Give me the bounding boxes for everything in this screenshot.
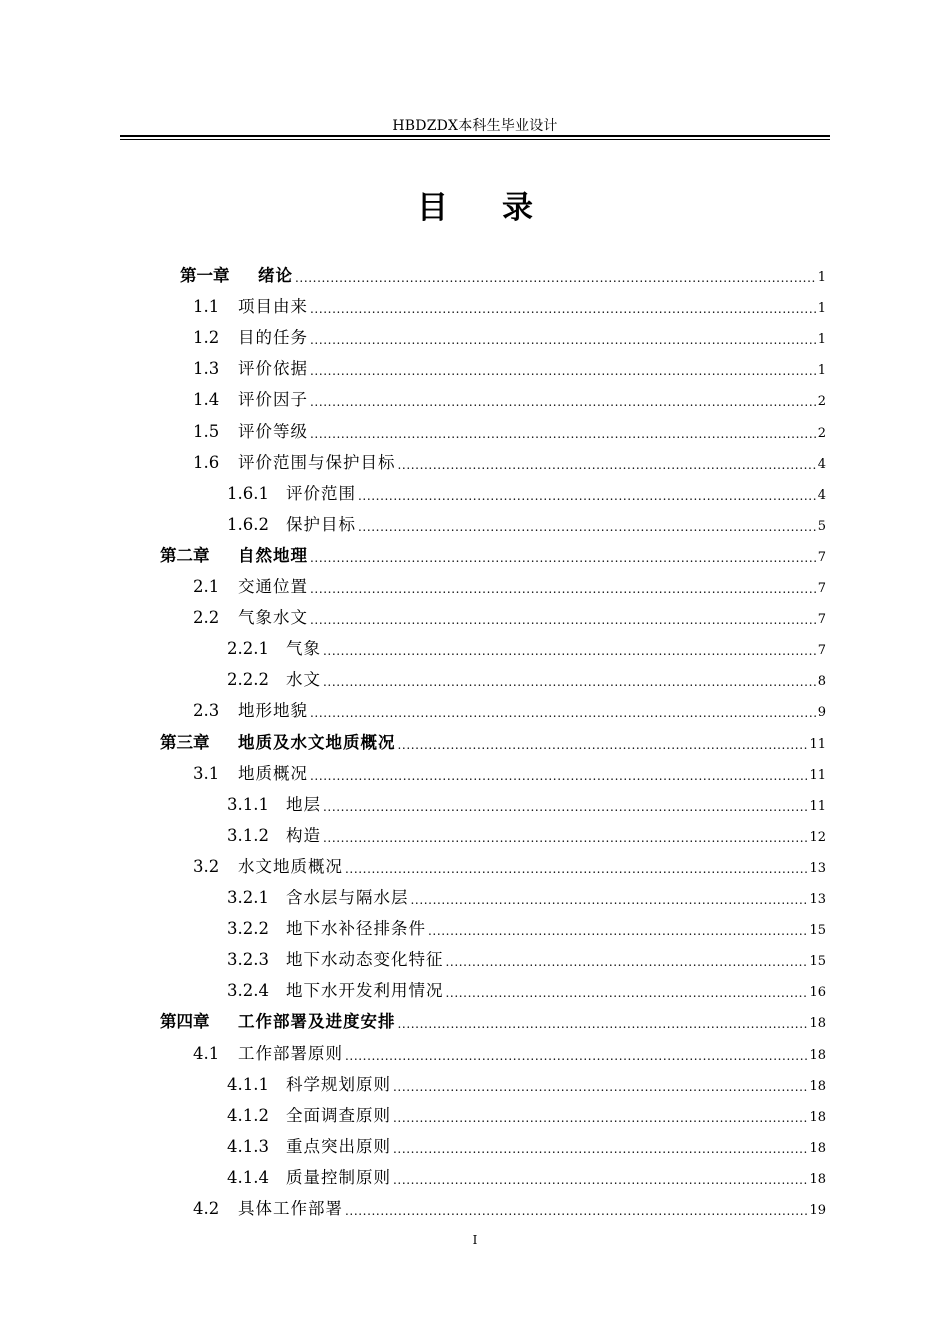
- toc-entry[interactable]: [227, 877, 826, 908]
- toc-entry[interactable]: [160, 1001, 826, 1032]
- toc-entry[interactable]: [180, 255, 826, 286]
- toc-entry-title: 交通位置: [238, 577, 308, 596]
- toc-entry-page: 4: [817, 487, 826, 503]
- toc-entry[interactable]: [193, 1033, 826, 1064]
- toc-entry-number: 2.2: [193, 608, 220, 628]
- toc-leader-dots: [310, 426, 816, 442]
- toc-leader-dots: [323, 674, 816, 690]
- toc-leader-dots: [446, 954, 808, 970]
- toc-entry-number: 1.4: [193, 390, 220, 410]
- toc-entry-page: 18: [809, 1171, 826, 1187]
- toc-entry-title: 评价范围: [286, 483, 356, 503]
- running-header: HBDZDX本科生毕业设计: [392, 118, 558, 134]
- toc-entry-title: 自然地理: [238, 545, 308, 565]
- toc-entry-title: 项目由来: [238, 297, 308, 317]
- toc-entry-number: 1.6.2: [227, 514, 269, 534]
- toc-entry-title: 地质及水文地质概况: [238, 732, 396, 752]
- page-number: I: [472, 1233, 478, 1247]
- toc-entry[interactable]: [227, 1157, 826, 1188]
- toc-entry-page: 7: [817, 643, 826, 659]
- toc-entry-page: 11: [809, 767, 826, 783]
- toc-leader-dots: [310, 301, 816, 317]
- toc-title: [0, 182, 950, 227]
- toc-leader-dots: [393, 1110, 807, 1126]
- toc-entry-page: 11: [809, 736, 826, 752]
- toc-entry-page: 18: [809, 1047, 826, 1063]
- toc-entry-title: 水文: [286, 670, 321, 690]
- toc-entry-title: 地层: [286, 794, 321, 814]
- toc-entry-number: 2.2.1: [227, 639, 269, 659]
- toc-entry-number: 3.2.3: [227, 950, 269, 970]
- toc-entry-title: 地下水开发利用情况: [286, 981, 444, 1001]
- toc-entry-title: 评价范围与保护目标: [238, 452, 396, 472]
- toc-entry[interactable]: [193, 846, 826, 877]
- toc-entry-number: 1.5: [193, 421, 220, 441]
- toc-leader-dots: [310, 581, 816, 597]
- toc-entry-number: 4.2: [193, 1199, 220, 1218]
- toc-entry[interactable]: [193, 286, 826, 317]
- toc-entry[interactable]: [227, 504, 826, 535]
- toc-leader-dots: [358, 488, 816, 504]
- toc-entry-page: 1: [817, 301, 826, 317]
- toc-entry[interactable]: [160, 722, 826, 753]
- toc-leader-dots: [411, 892, 808, 908]
- toc-leader-dots: [398, 737, 808, 753]
- toc-leader-dots: [323, 643, 816, 659]
- toc-leader-dots: [393, 1172, 807, 1188]
- toc-entry-page: 11: [809, 798, 826, 814]
- toc-leader-dots: [310, 394, 816, 410]
- toc-entry-number: 3.1.1: [227, 794, 269, 814]
- toc-leader-dots: [310, 550, 816, 566]
- toc-entry-number: 1.6: [193, 452, 220, 472]
- toc-entry[interactable]: [193, 317, 826, 348]
- toc-entry-number: 第一章: [180, 266, 230, 285]
- toc-entry[interactable]: [160, 535, 826, 566]
- toc-entry-number: 3.1: [193, 763, 220, 783]
- toc-leader-dots: [398, 1016, 808, 1032]
- toc-entry-page: 1: [817, 270, 826, 285]
- toc-entry[interactable]: [227, 1095, 826, 1126]
- toc-entry-title: 质量控制原则: [286, 1167, 391, 1187]
- toc-entry-number: 3.2: [193, 856, 220, 876]
- toc-entry-page: 18: [809, 1016, 826, 1032]
- toc-leader-dots: [428, 923, 807, 939]
- toc-entry-number: 1.2: [193, 328, 220, 348]
- toc-leader-dots: [310, 332, 816, 348]
- toc-entry-title: 气象水文: [238, 608, 308, 628]
- toc-entry-page: 2: [817, 425, 826, 441]
- toc-entry[interactable]: [193, 753, 826, 784]
- toc-entry[interactable]: [227, 970, 826, 1001]
- toc-entry-title: 重点突出原则: [286, 1136, 391, 1156]
- toc-entry-page: 18: [809, 1078, 826, 1094]
- toc-entry-page: 7: [817, 581, 826, 596]
- toc-entry[interactable]: [227, 784, 826, 815]
- toc-entry-number: 第二章: [160, 545, 210, 565]
- toc-entry-title: 绪论: [258, 266, 293, 285]
- toc-entry-number: 1.1: [193, 297, 220, 317]
- toc-entry-page: 2: [817, 394, 826, 410]
- toc-entry-title: 含水层与隔水层: [286, 888, 409, 907]
- toc-entry-number: 4.1.3: [227, 1136, 269, 1156]
- toc-leader-dots: [323, 830, 807, 846]
- toc-entry-page: 9: [817, 705, 826, 721]
- toc-entry-page: 4: [817, 456, 826, 472]
- toc-entry[interactable]: [227, 1126, 826, 1157]
- toc-entry[interactable]: [227, 908, 826, 939]
- toc-entry-number: 3.2.4: [227, 981, 269, 1001]
- toc-leader-dots: [310, 705, 816, 721]
- toc-entry-title: 目的任务: [238, 328, 308, 348]
- header-rule-thick: [120, 135, 830, 137]
- toc-entry-title: 保护目标: [286, 514, 356, 534]
- toc-leader-dots: [310, 363, 816, 379]
- toc-entry-page: 1: [817, 363, 826, 379]
- toc-entry-page: 13: [809, 860, 826, 876]
- toc-entry-page: 18: [809, 1109, 826, 1125]
- toc-entry[interactable]: [193, 566, 826, 597]
- toc-leader-dots: [345, 1203, 807, 1219]
- toc-entry[interactable]: [193, 1188, 826, 1219]
- toc-entry[interactable]: [193, 411, 826, 442]
- toc-entry[interactable]: [193, 690, 826, 721]
- toc-entry[interactable]: [193, 348, 826, 379]
- toc-title-char-1: 目: [417, 190, 448, 226]
- toc-entry-page: 5: [817, 518, 826, 534]
- toc-entry-title: 具体工作部署: [238, 1199, 343, 1218]
- toc-entry-page: 7: [817, 549, 826, 565]
- toc-entry[interactable]: [227, 659, 826, 690]
- toc-entry-title: 地形地貌: [238, 701, 308, 721]
- toc-entry-number: 3.2.2: [227, 919, 269, 939]
- toc-entry-title: 地下水动态变化特征: [286, 950, 444, 970]
- toc-entry-page: 15: [809, 923, 826, 939]
- toc-entry-number: 2.3: [193, 701, 220, 721]
- toc-entry-page: 15: [809, 954, 826, 970]
- toc-leader-dots: [393, 1141, 807, 1157]
- toc-entry-page: 18: [809, 1140, 826, 1156]
- toc-entry[interactable]: [227, 473, 826, 504]
- toc-title-char-2: 录: [502, 190, 533, 226]
- toc-leader-dots: [310, 768, 807, 784]
- toc-entry-number: 4.1.1: [227, 1074, 269, 1094]
- toc-entry-title: 地质概况: [238, 763, 308, 783]
- toc-entry-number: 4.1: [193, 1043, 220, 1063]
- toc-entry[interactable]: [227, 628, 826, 659]
- toc-entry[interactable]: [193, 442, 826, 473]
- toc-entry-title: 构造: [286, 825, 321, 845]
- toc-leader-dots: [323, 799, 807, 815]
- toc-entry-title: 气象: [286, 639, 321, 659]
- header-rule-thin: [120, 139, 830, 140]
- toc-entry-title: 评价依据: [238, 359, 308, 379]
- toc-entry-number: 2.2.2: [227, 670, 269, 690]
- toc-entry-number: 4.1.4: [227, 1167, 269, 1187]
- toc-leader-dots: [393, 1079, 807, 1095]
- toc-entry-number: 第四章: [160, 1012, 210, 1032]
- toc-entry-page: 13: [809, 892, 826, 907]
- toc-entry-title: 工作部署及进度安排: [238, 1012, 396, 1032]
- toc-entry-number: 2.1: [193, 577, 220, 596]
- toc-leader-dots: [310, 612, 816, 628]
- toc-entry-page: 7: [817, 612, 826, 628]
- toc-entry-title: 科学规划原则: [286, 1074, 391, 1094]
- toc-leader-dots: [358, 519, 816, 535]
- toc-leader-dots: [398, 457, 816, 473]
- toc-entry-title: 全面调查原则: [286, 1105, 391, 1125]
- toc-entry-page: 19: [809, 1203, 826, 1218]
- toc-entry[interactable]: [193, 379, 826, 410]
- toc-entry[interactable]: [227, 1064, 826, 1095]
- toc-entry-number: 1.3: [193, 359, 220, 379]
- toc-leader-dots: [345, 1048, 807, 1064]
- toc-leader-dots: [295, 270, 816, 286]
- toc-entry-number: 3.1.2: [227, 825, 269, 845]
- toc-entry-title: 评价等级: [238, 421, 308, 441]
- toc-entry[interactable]: [193, 597, 826, 628]
- toc-leader-dots: [345, 861, 807, 877]
- toc-leader-dots: [446, 985, 808, 1001]
- toc-entry-number: 3.2.1: [227, 888, 269, 907]
- toc-entry-page: 12: [809, 829, 826, 845]
- toc-entry-title: 水文地质概况: [238, 856, 343, 876]
- toc-entry-title: 工作部署原则: [238, 1043, 343, 1063]
- toc-entry-page: 16: [809, 985, 826, 1001]
- toc-entry-number: 4.1.2: [227, 1105, 269, 1125]
- toc-entry-title: 地下水补径排条件: [286, 919, 426, 939]
- toc-entry[interactable]: [227, 939, 826, 970]
- toc-entry-title: 评价因子: [238, 390, 308, 410]
- toc-entry-page: 8: [817, 674, 826, 690]
- toc-entry[interactable]: [227, 815, 826, 846]
- toc-entry-number: 1.6.1: [227, 483, 269, 503]
- toc-entry-number: 第三章: [160, 732, 210, 752]
- toc-entry-page: 1: [817, 332, 826, 348]
